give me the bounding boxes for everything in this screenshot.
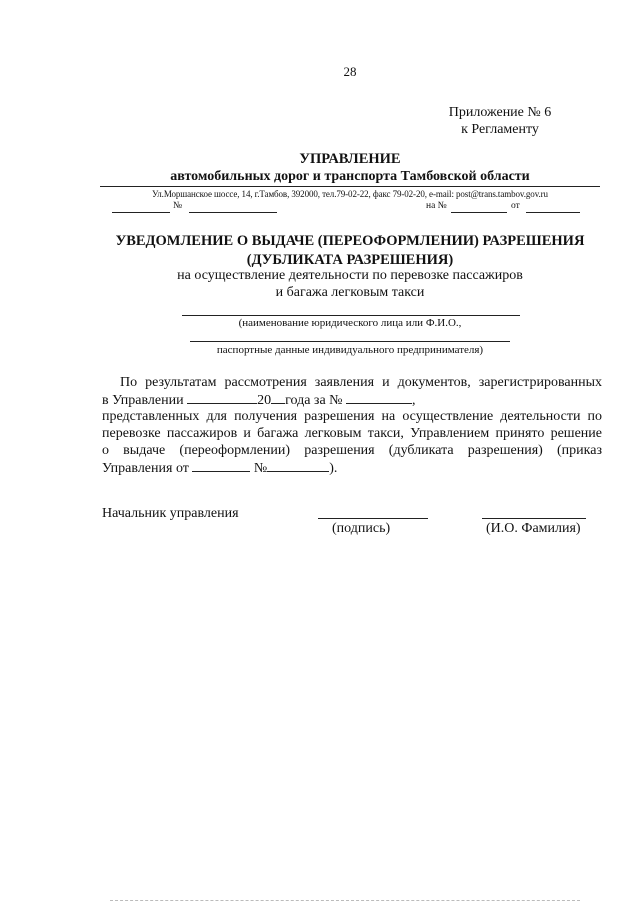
body-line-2: в Управлении 20 года за № , xyxy=(102,393,416,408)
reply-to-number-blank xyxy=(451,212,507,213)
reply-from-blank xyxy=(526,212,580,213)
signatory-position: Начальник управления xyxy=(102,506,239,521)
name-caption: (И.О. Фамилия) xyxy=(486,521,581,536)
body-line-1: По результатам рассмотрения заявления и документов, зарегистрированных xyxy=(120,375,602,390)
notice-title-line-2: (ДУБЛИКАТА РАЗРЕШЕНИЯ) xyxy=(246,252,454,268)
org-address: Ул.Моршанское шоссе, 14, г.Тамбов, 392000, тел.79-02-22, факс 79-02-20, e-mail: post@trans.tambov.gov.ru xyxy=(152,189,548,199)
name-blank xyxy=(482,518,586,519)
body-line-3: представленных для получения разрешения на осуществление деятельности по xyxy=(102,409,602,424)
day-month-blank xyxy=(187,391,257,404)
recipient-name-blank xyxy=(182,315,520,316)
body-line-6: Управления от № ). xyxy=(102,461,338,476)
reg-number-sign: № xyxy=(173,201,183,211)
letterhead-rule xyxy=(100,186,600,187)
reply-from-label: от xyxy=(511,201,520,211)
page-number: 28 xyxy=(343,64,357,79)
body-line-4: перевозке пассажиров и багажа легковым такси, Управлением принято решение xyxy=(102,426,602,441)
passport-caption: паспортные данные индивидуального предпринимателя) xyxy=(216,344,484,356)
legal-entity-caption: (наименование юридического лица или Ф.И.О., xyxy=(238,317,462,329)
appendix-line-2: к Регламенту xyxy=(461,122,539,137)
appendix-label xyxy=(400,104,600,138)
reply-to-number-label: на № xyxy=(426,201,447,211)
year-blank xyxy=(271,391,285,404)
scan-edge-artifact xyxy=(110,900,580,901)
order-date-blank xyxy=(192,459,250,472)
year-prefix: 20 xyxy=(257,393,272,408)
reg-number-blank xyxy=(189,212,277,213)
order-from-label: Управления от xyxy=(102,461,189,476)
order-number-sign: № xyxy=(253,461,268,476)
org-name-line-1: УПРАВЛЕНИЕ xyxy=(299,151,401,167)
passport-data-blank xyxy=(190,341,510,342)
appendix-line-1: Приложение № 6 xyxy=(448,105,552,120)
registration-number-blank xyxy=(346,391,412,404)
year-number-label: года за № xyxy=(285,393,343,408)
reg-date-blank xyxy=(112,212,170,213)
notice-title-line-1: УВЕДОМЛЕНИЕ О ВЫДАЧЕ (ПЕРЕОФОРМЛЕНИИ) РАЗРЕШЕНИЯ xyxy=(115,233,585,249)
signature-blank xyxy=(318,518,428,519)
notice-subtitle-line-2: и багажа легковым такси xyxy=(275,285,425,300)
org-name-line-2: автомобильных дорог и транспорта Тамбовской области xyxy=(170,169,530,184)
signature-caption: (подпись) xyxy=(332,521,391,536)
order-number-blank xyxy=(267,459,329,472)
in-department-label: в Управлении xyxy=(102,393,184,408)
notice-subtitle-line-1: на осуществление деятельности по перевозке пассажиров xyxy=(177,268,523,283)
body-line-5: о выдаче (переоформлении) разрешения (дубликата разрешения) (приказ xyxy=(102,443,602,458)
